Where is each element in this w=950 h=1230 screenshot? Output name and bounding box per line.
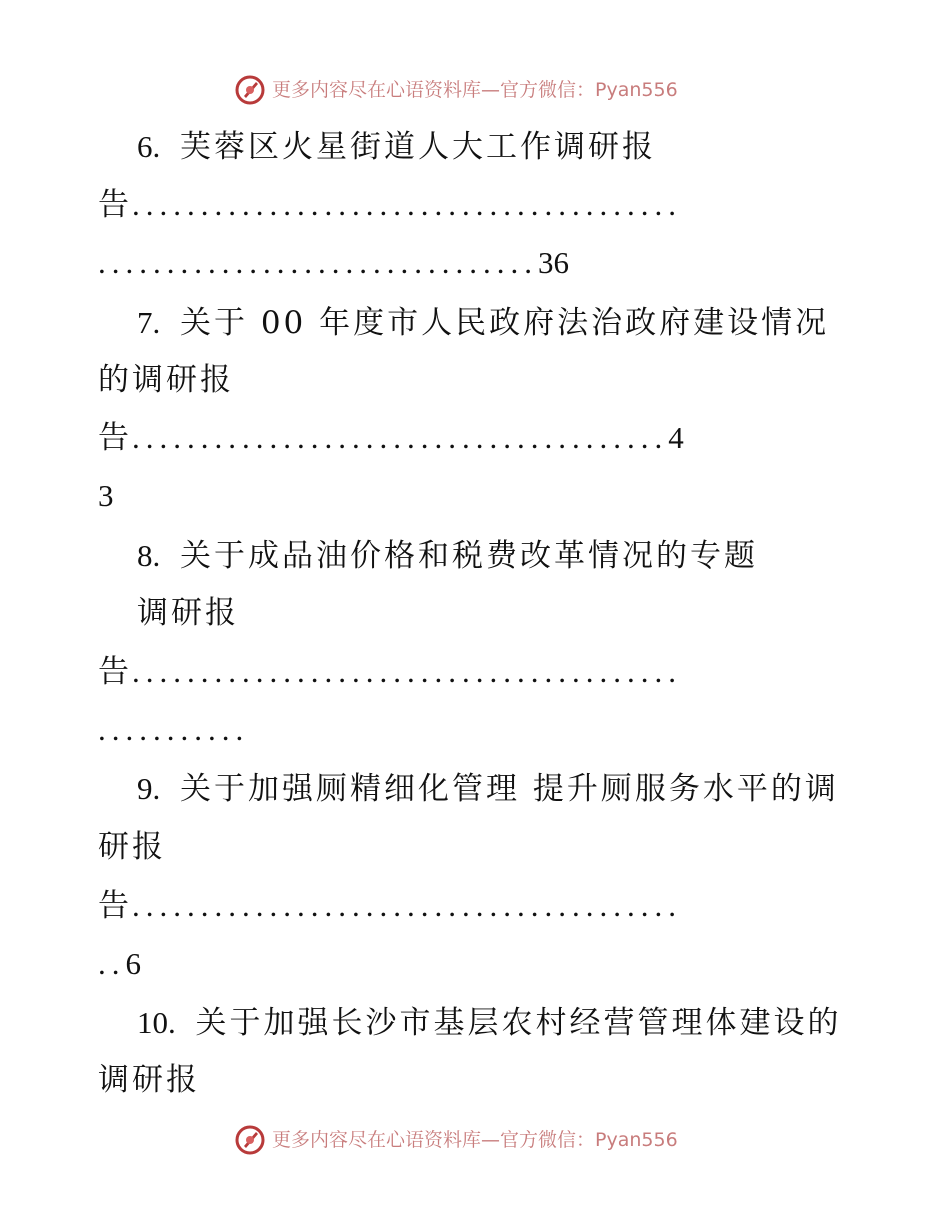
toc-entry-10-title-cont	[98, 1055, 950, 1105]
entry-number: 7.	[137, 305, 161, 340]
entry-tail: 告	[98, 187, 132, 223]
entry-tail: 告	[98, 420, 132, 456]
toc-entry-7-title	[137, 298, 950, 348]
entry-number: 10.	[137, 1005, 176, 1040]
toc-entry-10-title	[137, 998, 950, 1048]
dot-leader: .......................................	[132, 420, 669, 455]
dot-leader: ........................................	[132, 654, 682, 689]
entry-title: 关于加强长沙市基层农村经营管理体建设的	[195, 1005, 842, 1041]
toc-entry-6-title	[137, 122, 950, 172]
toc-entry-7-page-line	[98, 471, 950, 521]
toc-entry-9-title	[137, 764, 950, 814]
dot-leader: ................................	[98, 245, 538, 280]
toc-entry-9-title-cont	[98, 822, 950, 872]
entry-title-continued: 研报	[98, 829, 166, 865]
entry-title: 关于成品油价格和税费改革情况的专题	[179, 538, 758, 574]
entry-tail: 告	[98, 654, 132, 690]
entry-title: 关于 00 年度市人民政府法治政府建设情况	[179, 305, 830, 341]
entry-title: 芙蓉区火星街道人大工作调研报	[179, 129, 656, 165]
page-number: 36	[538, 245, 569, 280]
toc-entry-8-title-cont	[137, 588, 950, 638]
dot-leader: ..	[98, 946, 126, 981]
dot-leader: ........................................	[132, 187, 682, 222]
watermark-text: 更多内容尽在心语资料库—官方微信：Pyan556	[272, 1129, 678, 1151]
toc-entry-6-leader	[98, 180, 950, 230]
entry-title-continued: 调研报	[137, 595, 239, 631]
toc-entry-7-leader	[98, 413, 950, 463]
page-number: 6	[125, 946, 141, 981]
toc-entry-7-title-cont	[98, 355, 950, 405]
toc-entry-6-page-line	[98, 238, 950, 288]
red-quill-seal-icon	[234, 1124, 266, 1156]
toc-entry-9-leader	[98, 881, 950, 931]
footer-watermark	[0, 1120, 950, 1160]
page-number-part: 4	[668, 420, 684, 455]
toc-entry-8-title	[137, 531, 950, 581]
entry-number: 8.	[137, 538, 161, 573]
toc-entry-8-leader	[98, 647, 950, 697]
red-quill-seal-icon	[234, 74, 266, 106]
entry-tail: 告	[98, 888, 132, 924]
header-watermark	[0, 70, 950, 110]
dot-leader: ........................................	[132, 888, 682, 923]
page-number-part: 3	[98, 478, 114, 513]
entry-title: 关于加强厕精细化管理 提升厕服务水平的调	[179, 771, 839, 807]
entry-title-continued: 的调研报	[98, 362, 234, 398]
toc-entry-9-page-line	[98, 939, 950, 989]
watermark-text: 更多内容尽在心语资料库—官方微信：Pyan556	[272, 79, 678, 101]
entry-title-continued: 调研报	[98, 1062, 200, 1098]
toc-entry-8-leader-cont	[98, 705, 950, 755]
entry-number: 9.	[137, 771, 161, 806]
entry-number: 6.	[137, 129, 161, 164]
dot-leader: ...........	[98, 712, 250, 747]
